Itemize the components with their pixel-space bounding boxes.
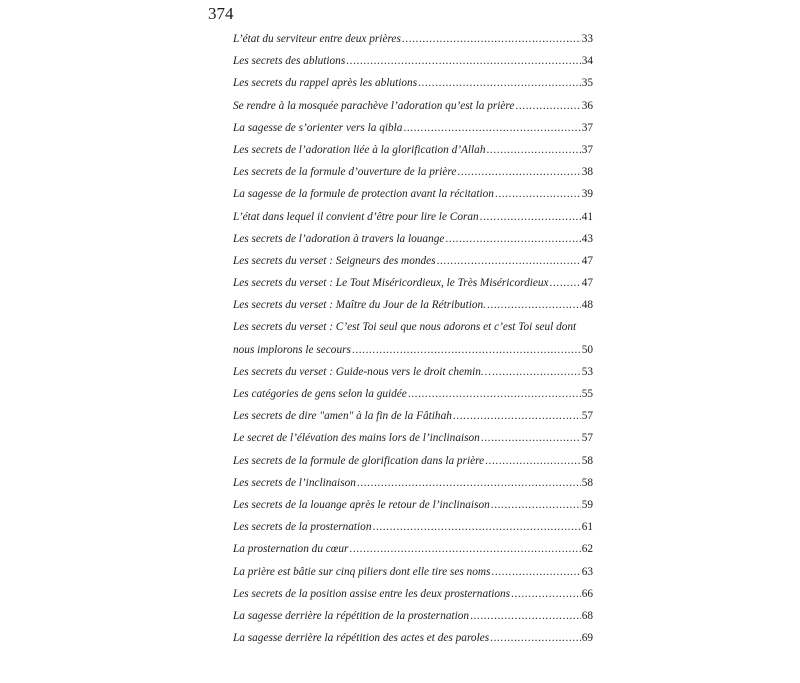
toc-entry-title: Les secrets de la formule de glorification dans la prière: [233, 454, 485, 467]
dot-leader: [492, 364, 581, 380]
toc-entry-page: 57: [581, 410, 593, 423]
dot-leader: [357, 475, 581, 491]
dot-leader: [480, 209, 581, 225]
toc-entry: [233, 275, 593, 291]
toc-entry: [233, 53, 593, 69]
page-number: 374: [208, 4, 234, 23]
toc-entry-page: 58: [581, 454, 593, 467]
toc-entry: [233, 319, 593, 357]
toc-entry: [233, 475, 593, 491]
toc-entry-page: 53: [581, 365, 593, 378]
toc-entry: [233, 430, 593, 446]
dot-leader: [402, 31, 581, 47]
toc-entry-page: 41: [581, 210, 593, 223]
toc-entry-title: La sagesse derrière la répétition de la prosternation: [233, 609, 470, 622]
toc-entry: [233, 564, 593, 580]
toc-entry: [233, 120, 593, 136]
toc-entry-page: 39: [581, 188, 593, 201]
toc-entry-title: Les secrets de l’adoration liée à la glorification d’Allah: [233, 143, 486, 156]
toc-entry-page: 66: [581, 587, 593, 600]
toc-entry-title: L’état du serviteur entre deux prières: [233, 33, 401, 45]
toc-entry-page: 69: [581, 632, 593, 645]
dot-leader: [453, 408, 581, 424]
toc-entry-title: L’état dans lequel il convient d’être pour lire le Coran: [233, 210, 479, 223]
toc-entry-title: Les secrets de la louange après le retour de l’inclinaison: [233, 498, 490, 511]
dot-leader: [515, 98, 580, 114]
dot-leader: [481, 430, 581, 446]
toc-entry: [233, 519, 593, 535]
toc-entry: [233, 364, 593, 380]
toc-entry-title: Les secrets de dire "amen" à la fin de la Fâtihah: [233, 410, 452, 423]
dot-leader: [349, 541, 580, 557]
toc-entry-title: Le secret de l’élévation des mains lors de l’inclinaison: [233, 432, 480, 445]
dot-leader: [437, 253, 581, 269]
toc-entry: [233, 608, 593, 624]
toc-entry-title: La sagesse de la formule de protection avant la récitation: [233, 188, 494, 201]
toc-entry: [233, 75, 593, 91]
dot-leader: [491, 497, 581, 513]
table-of-contents: [233, 31, 593, 652]
toc-entry-page: 38: [581, 166, 593, 179]
dot-leader: [490, 630, 581, 646]
toc-entry-title: Les secrets du verset : Guide-nous vers le droit chemin…: [233, 365, 491, 378]
toc-entry-title: Se rendre à la mosquée parachève l’adoration qu’est la prière: [233, 99, 515, 112]
dot-leader: [346, 53, 580, 69]
toc-entry-title: Les secrets du verset : Maître du Jour de la Rétribution.: [233, 299, 486, 312]
toc-entry: [233, 98, 593, 114]
toc-entry-title: Les secrets du verset : C’est Toi seul que nous adorons et c’est Toi seul dont: [233, 321, 577, 334]
toc-entry-title: Les secrets de l’adoration à travers la louange: [233, 232, 445, 245]
toc-entry: [233, 453, 593, 469]
toc-entry-page: 50: [581, 343, 593, 356]
toc-entry-title: La prière est bâtie sur cinq piliers dont elle tire ses noms: [233, 565, 491, 578]
toc-entry-title: Les secrets de la formule d’ouverture de la prière: [233, 166, 457, 179]
toc-entry: [233, 164, 593, 180]
toc-entry-title: Les secrets de l’inclinaison: [233, 476, 356, 489]
dot-leader: [372, 519, 580, 535]
toc-entry-title: La sagesse derrière la répétition des actes et des paroles: [233, 632, 490, 645]
toc-entry-page: 35: [581, 77, 593, 90]
toc-entry-page: 59: [581, 498, 593, 511]
toc-entry-page: 37: [581, 121, 593, 134]
toc-entry: [233, 142, 593, 158]
toc-entry-title: Les catégories de gens selon la guidée: [233, 388, 407, 400]
toc-entry: [233, 408, 593, 424]
dot-leader: [550, 275, 581, 291]
dot-leader: [352, 342, 581, 358]
toc-entry-title: La sagesse de s’orienter vers la qibla: [233, 121, 403, 134]
toc-entry: [233, 541, 593, 557]
toc-entry: [233, 253, 593, 269]
toc-entry: [233, 231, 593, 247]
toc-entry-page: 58: [581, 476, 593, 489]
toc-entry: [233, 297, 593, 313]
dot-leader: [470, 608, 581, 624]
toc-entry-page: 63: [581, 565, 593, 578]
dot-leader: [491, 564, 580, 580]
toc-entry-page: 34: [581, 55, 593, 68]
toc-entry-page: 57: [581, 432, 593, 445]
toc-entry: [233, 497, 593, 513]
toc-entry-page: 36: [581, 99, 593, 112]
toc-entry-page: 47: [581, 277, 593, 290]
dot-leader: [457, 164, 580, 180]
toc-entry-title-continued: nous implorons le secours: [233, 343, 351, 356]
toc-entry-page: 68: [581, 609, 593, 622]
toc-entry: [233, 31, 593, 47]
toc-entry-page: 61: [581, 521, 593, 534]
toc-entry-title: Les secrets de la position assise entre les deux prosternations: [233, 587, 511, 600]
toc-entry-title: Les secrets de la prosternation: [233, 521, 372, 534]
toc-entry-page: 62: [581, 543, 593, 556]
dot-leader: [495, 186, 581, 202]
toc-entry: [233, 586, 593, 602]
dot-leader: [511, 586, 581, 602]
toc-entry-title: La prosternation du cœur: [233, 543, 349, 556]
toc-entry-title: Les secrets du verset : Seigneurs des mondes: [233, 254, 436, 267]
toc-entry-page: 48: [581, 299, 593, 312]
toc-entry: [233, 186, 593, 202]
toc-entry-title: Les secrets du verset : Le Tout Miséricordieux, le Très Miséricordieux: [233, 277, 549, 290]
dot-leader: [487, 297, 581, 313]
dot-leader: [408, 386, 581, 402]
dot-leader: [445, 231, 580, 247]
toc-entry-page: 43: [581, 232, 593, 245]
toc-entry: [233, 209, 593, 225]
dot-leader: [485, 453, 581, 469]
dot-leader: [403, 120, 580, 136]
dot-leader: [418, 75, 581, 91]
toc-entry: [233, 630, 593, 646]
toc-entry-title: Les secrets des ablutions: [233, 55, 346, 68]
toc-entry-page: 37: [581, 143, 593, 156]
toc-entry-title: Les secrets du rappel après les ablutions: [233, 77, 418, 90]
toc-entry-page: 55: [581, 388, 593, 400]
toc-entry-page: 33: [581, 33, 593, 45]
toc-entry-page: 47: [581, 254, 593, 267]
dot-leader: [486, 142, 580, 158]
toc-entry: [233, 386, 593, 402]
